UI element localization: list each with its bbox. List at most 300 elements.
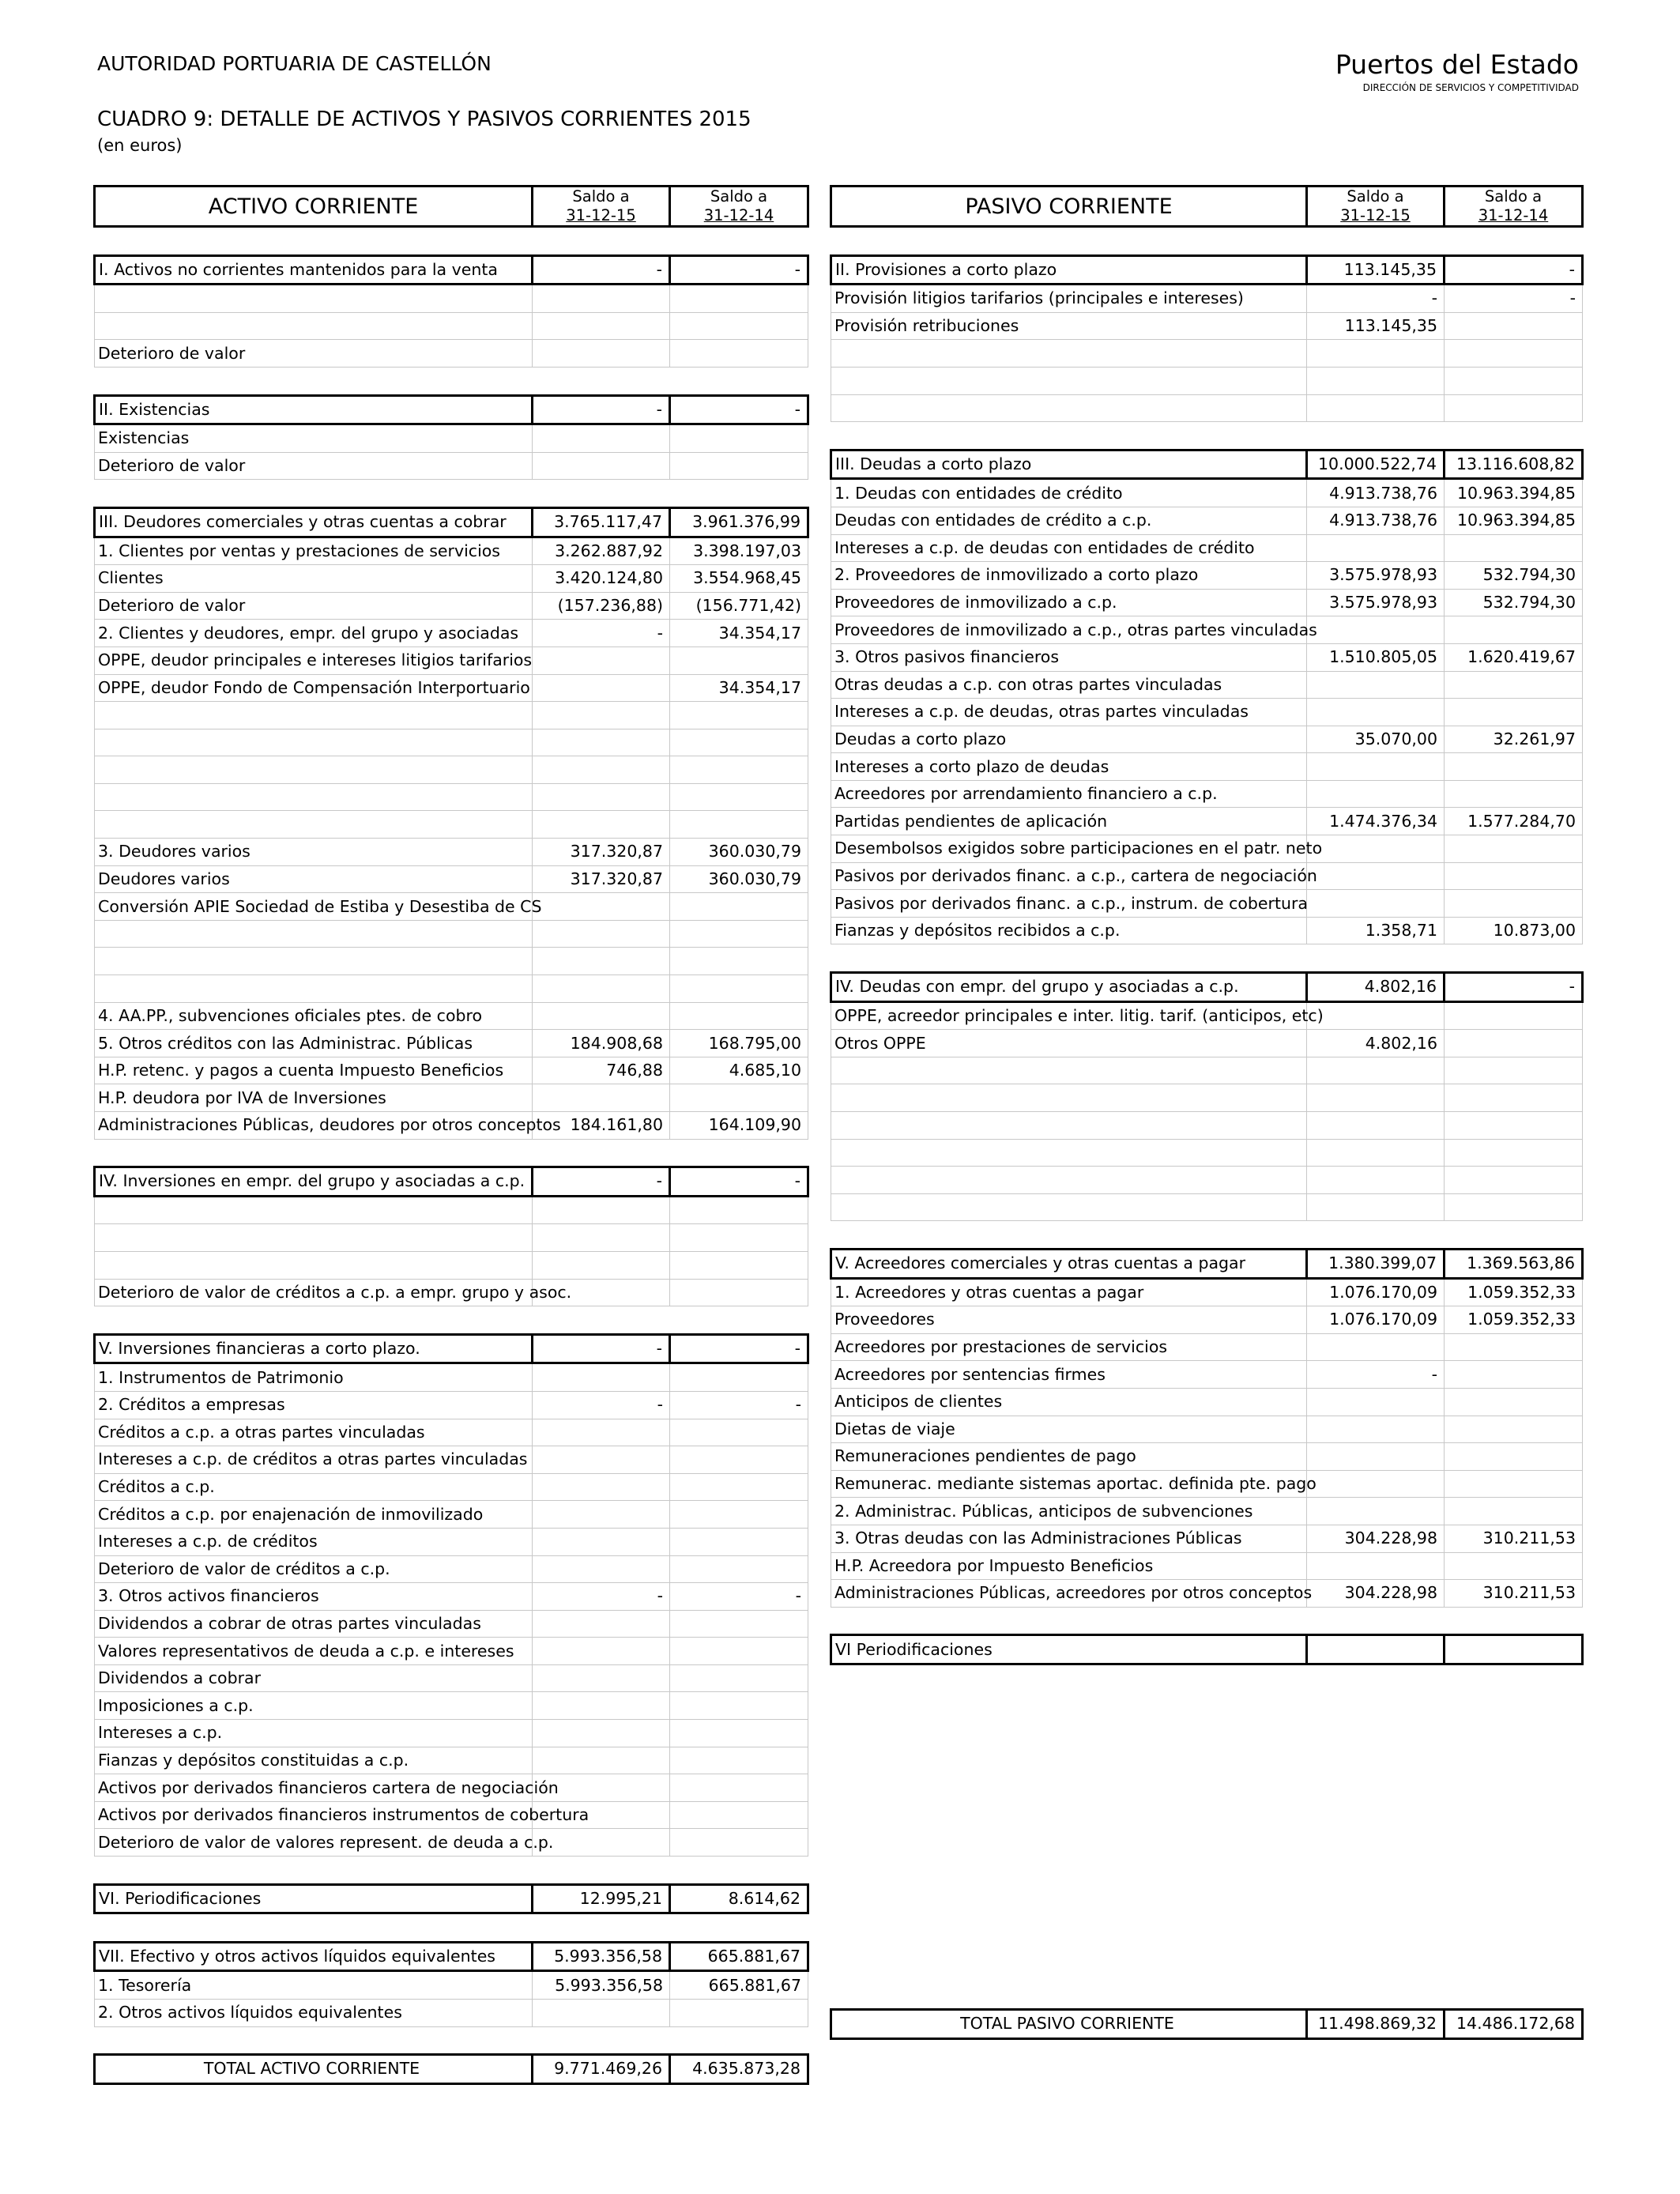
- value-2015: [1307, 1193, 1445, 1221]
- total-value-2014: 14.486.172,68: [1445, 2010, 1583, 2039]
- value-2014: [670, 1501, 808, 1529]
- logo-title: Puertos del Estado: [1335, 49, 1579, 80]
- value-2014: [1445, 1139, 1583, 1167]
- value-2015: [533, 1002, 670, 1030]
- spacer-cell: [95, 2026, 808, 2055]
- spacer-cell: [95, 1306, 808, 1335]
- value-2014: [670, 647, 808, 674]
- row-label: 5. Otros créditos con las Administrac. Públicas: [95, 1030, 533, 1057]
- value-2014: [1445, 1167, 1583, 1194]
- spacer-row: [95, 480, 808, 508]
- document-subtitle: (en euros): [97, 136, 183, 155]
- row-label: [831, 1167, 1307, 1194]
- value-2014: 665.881,67: [670, 1971, 808, 2000]
- activo-col-2014: Saldo a 31-12-14: [670, 187, 808, 227]
- spacer-cell: [95, 1913, 808, 1943]
- table-row: [95, 1473, 808, 1501]
- activo-table: [93, 228, 809, 2085]
- table-row: [831, 671, 1583, 699]
- table-row: [95, 920, 808, 948]
- row-label: Intereses a corto plazo de deudas: [831, 753, 1307, 781]
- pasivo-caption: PASIVO CORRIENTE: [831, 187, 1307, 227]
- value-2014: [1445, 394, 1583, 422]
- table-row: [831, 699, 1583, 726]
- value-2015: [533, 2000, 670, 2027]
- row-label: 1. Clientes por ventas y prestaciones de servicios: [95, 537, 533, 565]
- value-2015: 4.802,16: [1307, 1030, 1445, 1057]
- spacer-row: [831, 422, 1583, 450]
- table-row: [95, 975, 808, 1003]
- row-label: Valores representativos de deuda a c.p. e intereses: [95, 1638, 533, 1665]
- value-2015: 184.161,80: [533, 1112, 670, 1140]
- spacer-cell: [95, 228, 808, 255]
- spacer-cell: [831, 944, 1583, 973]
- section-row: [95, 507, 808, 537]
- value-2014: -: [670, 1583, 808, 1611]
- table-row: [831, 780, 1583, 808]
- value-2015: [1307, 753, 1445, 781]
- spacer-cell: [831, 228, 1583, 255]
- table-row: [831, 1388, 1583, 1416]
- section-row: [831, 450, 1583, 479]
- value-2015: [1307, 1139, 1445, 1167]
- value-2015: [533, 1196, 670, 1224]
- section-row: [95, 1942, 808, 1971]
- value-2014: [1445, 699, 1583, 726]
- value-2015: [1307, 394, 1445, 422]
- value-2014: 164.109,90: [670, 1112, 808, 1140]
- row-label: Partidas pendientes de aplicación: [831, 808, 1307, 835]
- table-row: [831, 1361, 1583, 1389]
- activo-header: [93, 185, 809, 228]
- value-2014: 10.873,00: [1445, 917, 1583, 944]
- row-label: IV. Deudas con empr. del grupo y asociadas a c.p.: [831, 973, 1307, 1002]
- value-2015: 1.510.805,05: [1307, 643, 1445, 671]
- value-2015: [533, 1224, 670, 1252]
- value-2015: -: [533, 620, 670, 647]
- value-2015: -: [533, 1334, 670, 1363]
- section-row: [95, 255, 808, 285]
- value-2015: 3.765.117,47: [533, 507, 670, 537]
- table-row: [831, 1306, 1583, 1334]
- value-2014: [1445, 1112, 1583, 1140]
- value-2014: [670, 1664, 808, 1692]
- row-label: Deterioro de valor de créditos a c.p.: [95, 1555, 533, 1583]
- value-2015: 3.575.978,93: [1307, 589, 1445, 616]
- value-2015: 1.474.376,34: [1307, 808, 1445, 835]
- value-2014: 310.211,53: [1445, 1580, 1583, 1608]
- table-row: [831, 1057, 1583, 1084]
- table-row: [95, 729, 808, 756]
- value-2015: 1.076.170,09: [1307, 1278, 1445, 1306]
- row-label: Proveedores: [831, 1306, 1307, 1334]
- table-row: [831, 643, 1583, 671]
- row-label: 2. Administrac. Públicas, anticipos de subvenciones: [831, 1498, 1307, 1525]
- row-label: IV. Inversiones en empr. del grupo y asociadas a c.p.: [95, 1167, 533, 1197]
- pasivo-col-2014: Saldo a 31-12-14: [1445, 187, 1583, 227]
- row-label: Deterioro de valor de valores represent. de deuda a c.p.: [95, 1829, 533, 1857]
- value-2014: [1445, 780, 1583, 808]
- value-2015: [533, 1638, 670, 1665]
- value-2015: 184.908,68: [533, 1030, 670, 1057]
- value-2014: [1445, 340, 1583, 368]
- table-row: [831, 753, 1583, 781]
- table-row: [95, 1363, 808, 1392]
- value-2015: -: [533, 1583, 670, 1611]
- table-row: [95, 1528, 808, 1555]
- value-2015: 304.228,98: [1307, 1525, 1445, 1552]
- row-label: Deudores varios: [95, 865, 533, 893]
- value-2015: -: [1307, 285, 1445, 313]
- table-row: [95, 1391, 808, 1419]
- value-2015: [1307, 1084, 1445, 1112]
- value-2014: [1445, 862, 1583, 890]
- table-row: [831, 589, 1583, 616]
- value-2014: 3.961.376,99: [670, 507, 808, 537]
- row-label: Anticipos de clientes: [831, 1388, 1307, 1416]
- value-2014: [670, 1555, 808, 1583]
- value-2015: 746,88: [533, 1057, 670, 1084]
- value-2014: [1445, 1084, 1583, 1112]
- row-label: [831, 1193, 1307, 1221]
- value-2014: 665.881,67: [670, 1942, 808, 1971]
- value-2015: [533, 1446, 670, 1474]
- value-2014: [1445, 1470, 1583, 1498]
- value-2014: -: [670, 395, 808, 424]
- value-2014: [1445, 534, 1583, 562]
- activo-caption: ACTIVO CORRIENTE: [95, 187, 533, 227]
- value-2014: [670, 729, 808, 756]
- total-row: [95, 2055, 808, 2084]
- row-label: [95, 1196, 533, 1224]
- table-row: [95, 811, 808, 839]
- value-2014: [1445, 1552, 1583, 1580]
- value-2014: [670, 1801, 808, 1829]
- value-2015: 3.262.887,92: [533, 537, 670, 565]
- value-2014: [670, 1747, 808, 1774]
- row-label: III. Deudores comerciales y otras cuentas a cobrar: [95, 507, 533, 537]
- value-2014: [670, 1363, 808, 1392]
- row-label: 1. Deudas con entidades de crédito: [831, 479, 1307, 507]
- value-2014: 8.614,62: [670, 1884, 808, 1913]
- value-2014: 168.795,00: [670, 1030, 808, 1057]
- row-label: Proveedores de inmovilizado a c.p.: [831, 589, 1307, 616]
- value-2014: [1445, 1388, 1583, 1416]
- value-2015: [533, 948, 670, 975]
- table-row: [95, 1279, 808, 1306]
- row-label: Fianzas y depósitos recibidos a c.p.: [831, 917, 1307, 944]
- row-label: Deudas a corto plazo: [831, 726, 1307, 753]
- value-2014: [1445, 671, 1583, 699]
- row-label: 2. Proveedores de inmovilizado a corto plazo: [831, 562, 1307, 590]
- value-2015: [533, 702, 670, 729]
- row-label: 2. Clientes y deudores, empr. del grupo y asociadas: [95, 620, 533, 647]
- row-label: 1. Instrumentos de Patrimonio: [95, 1363, 533, 1392]
- value-2014: [670, 340, 808, 368]
- row-label: Desembolsos exigidos sobre participaciones en el patr. neto: [831, 835, 1307, 863]
- table-row: [95, 285, 808, 313]
- value-2015: -: [1307, 1361, 1445, 1389]
- value-2015: [1307, 1498, 1445, 1525]
- value-2014: 34.354,17: [670, 674, 808, 702]
- value-2014: 1.620.419,67: [1445, 643, 1583, 671]
- total-row: [831, 2010, 1583, 2039]
- value-2015: 1.380.399,07: [1307, 1249, 1445, 1278]
- value-2014: 1.577.284,70: [1445, 808, 1583, 835]
- value-2015: 1.358,71: [1307, 917, 1445, 944]
- table-row: [95, 839, 808, 866]
- row-label: Activos por derivados financieros instrumentos de cobertura: [95, 1801, 533, 1829]
- row-label: I. Activos no corrientes mantenidos para la venta: [95, 255, 533, 285]
- value-2015: [533, 1610, 670, 1638]
- row-label: [831, 367, 1307, 394]
- table-row: [95, 1196, 808, 1224]
- row-label: Intereses a c.p. de créditos: [95, 1528, 533, 1555]
- value-2014: [1445, 1333, 1583, 1361]
- value-2014: 1.059.352,33: [1445, 1278, 1583, 1306]
- section-row: [95, 1334, 808, 1363]
- table-row: [831, 1443, 1583, 1471]
- table-row: [95, 620, 808, 647]
- table-row: [95, 1720, 808, 1747]
- value-2014: 32.261,97: [1445, 726, 1583, 753]
- value-2014: -: [1445, 255, 1583, 285]
- row-label: Dividendos a cobrar: [95, 1664, 533, 1692]
- value-2015: [533, 285, 670, 313]
- table-row: [831, 367, 1583, 394]
- value-2015: [533, 811, 670, 839]
- value-2014: 4.685,10: [670, 1057, 808, 1084]
- row-label: Pasivos por derivados financ. a c.p., instrum. de cobertura: [831, 890, 1307, 918]
- row-label: [95, 920, 533, 948]
- value-2015: [1307, 1057, 1445, 1084]
- table-row: [831, 1580, 1583, 1608]
- value-2014: [1445, 616, 1583, 644]
- table-row: [831, 862, 1583, 890]
- value-2014: [1445, 1635, 1583, 1664]
- value-2015: 317.320,87: [533, 839, 670, 866]
- table-row: [95, 1419, 808, 1446]
- activo-col-2015: Saldo a 31-12-15: [533, 187, 670, 227]
- value-2014: 10.963.394,85: [1445, 507, 1583, 534]
- table-row: [831, 1167, 1583, 1194]
- value-2014: 13.116.608,82: [1445, 450, 1583, 479]
- value-2014: [670, 1829, 808, 1857]
- value-2014: [670, 756, 808, 784]
- row-label: [95, 702, 533, 729]
- value-2015: [533, 893, 670, 921]
- value-2014: [670, 783, 808, 811]
- spacer-row: [831, 228, 1583, 255]
- section-row: [95, 1167, 808, 1197]
- value-2014: [670, 1720, 808, 1747]
- value-2015: [533, 647, 670, 674]
- value-2014: [670, 975, 808, 1003]
- table-row: [95, 424, 808, 453]
- value-2014: [670, 948, 808, 975]
- value-2015: 304.228,98: [1307, 1580, 1445, 1608]
- table-row: [95, 1801, 808, 1829]
- table-row: [95, 1971, 808, 2000]
- value-2015: 9.771.469,26: [533, 2055, 670, 2084]
- table-row: [831, 890, 1583, 918]
- table-row: [95, 537, 808, 565]
- value-2014: [1445, 1361, 1583, 1389]
- row-label: II. Existencias: [95, 395, 533, 424]
- section-row: [831, 255, 1583, 285]
- table-row: [95, 1224, 808, 1252]
- table-row: [95, 1446, 808, 1474]
- value-2014: 3.554.968,45: [670, 565, 808, 593]
- row-label: Deterioro de valor de créditos a c.p. a empr. grupo y asoc.: [95, 1279, 533, 1306]
- value-2015: [533, 1720, 670, 1747]
- value-2015: [533, 312, 670, 340]
- table-row: [95, 452, 808, 480]
- value-2014: [670, 1196, 808, 1224]
- row-label: OPPE, deudor Fondo de Compensación Interportuario: [95, 674, 533, 702]
- row-label: Provisión retribuciones: [831, 312, 1307, 340]
- value-2014: -: [1445, 285, 1583, 313]
- value-2014: 532.794,30: [1445, 589, 1583, 616]
- value-2015: -: [533, 1391, 670, 1419]
- value-2015: [1307, 1416, 1445, 1443]
- value-2015: 113.145,35: [1307, 312, 1445, 340]
- table-row: [95, 565, 808, 593]
- table-row: [95, 1555, 808, 1583]
- table-row: [831, 1139, 1583, 1167]
- value-2015: [1307, 1167, 1445, 1194]
- row-label: VII. Efectivo y otros activos líquidos equivalentes: [95, 1942, 533, 1971]
- value-2014: [1445, 1416, 1583, 1443]
- value-2014: [670, 1279, 808, 1306]
- value-2015: -: [533, 1167, 670, 1197]
- table-row: [95, 1638, 808, 1665]
- value-2015: [533, 756, 670, 784]
- row-label: Conversión APIE Sociedad de Estiba y Desestiba de CS: [95, 893, 533, 921]
- value-2015: [1307, 534, 1445, 562]
- row-label: VI. Periodificaciones: [95, 1884, 533, 1913]
- row-label: 1. Tesorería: [95, 1971, 533, 2000]
- table-row: [831, 1084, 1583, 1112]
- value-2015: [533, 1473, 670, 1501]
- value-2015: 3.575.978,93: [1307, 562, 1445, 590]
- value-2014: -: [670, 1334, 808, 1363]
- row-label: Deudas con entidades de crédito a c.p.: [831, 507, 1307, 534]
- row-label: H.P. retenc. y pagos a cuenta Impuesto Beneficios: [95, 1057, 533, 1084]
- table-row: [831, 808, 1583, 835]
- row-label: Remuneraciones pendientes de pago: [831, 1443, 1307, 1471]
- row-label: 4. AA.PP., subvenciones oficiales ptes. de cobro: [95, 1002, 533, 1030]
- row-label: Deterioro de valor: [95, 592, 533, 620]
- row-label: [95, 756, 533, 784]
- value-2015: 4.913.738,76: [1307, 479, 1445, 507]
- value-2014: [670, 1419, 808, 1446]
- value-2014: 1.369.563,86: [1445, 1249, 1583, 1278]
- value-2014: 3.398.197,03: [670, 537, 808, 565]
- row-label: [95, 729, 533, 756]
- row-label: Créditos a c.p. por enajenación de inmovilizado: [95, 1501, 533, 1529]
- value-2015: [1307, 835, 1445, 863]
- row-label: Imposiciones a c.p.: [95, 1692, 533, 1720]
- row-label: [831, 340, 1307, 368]
- table-row: [831, 726, 1583, 753]
- value-2014: 4.635.873,28: [670, 2055, 808, 2084]
- value-2014: [670, 285, 808, 313]
- value-2015: [533, 1664, 670, 1692]
- value-2014: 360.030,79: [670, 865, 808, 893]
- table-row: [95, 2000, 808, 2027]
- value-2014: [670, 1610, 808, 1638]
- table-row: [95, 1112, 808, 1140]
- table-row: [95, 1774, 808, 1802]
- value-2014: [1445, 312, 1583, 340]
- row-label: Clientes: [95, 565, 533, 593]
- value-2015: 10.000.522,74: [1307, 450, 1445, 479]
- row-label: Dividendos a cobrar de otras partes vinculadas: [95, 1610, 533, 1638]
- value-2014: [670, 1084, 808, 1112]
- table-row: [95, 312, 808, 340]
- spacer-cell: [831, 1221, 1583, 1250]
- row-label: Pasivos por derivados financ. a c.p., cartera de negociación: [831, 862, 1307, 890]
- table-row: [831, 394, 1583, 422]
- value-2014: 360.030,79: [670, 839, 808, 866]
- value-2015: -: [533, 255, 670, 285]
- table-row: [831, 507, 1583, 534]
- row-label: H.P. deudora por IVA de Inversiones: [95, 1084, 533, 1112]
- row-label: Acreedores por arrendamiento financiero a c.p.: [831, 780, 1307, 808]
- value-2015: [533, 452, 670, 480]
- value-2015: [1307, 1552, 1445, 1580]
- row-label: Administraciones Públicas, deudores por otros conceptos: [95, 1112, 533, 1140]
- row-label: 3. Deudores varios: [95, 839, 533, 866]
- value-2015: [1307, 1388, 1445, 1416]
- value-2014: (156.771,42): [670, 592, 808, 620]
- row-label: 2. Créditos a empresas: [95, 1391, 533, 1419]
- row-label: V. Inversiones financieras a corto plazo.: [95, 1334, 533, 1363]
- spacer-row: [95, 1913, 808, 1943]
- row-label: Acreedores por sentencias firmes: [831, 1361, 1307, 1389]
- value-2014: [1445, 753, 1583, 781]
- value-2015: [533, 1084, 670, 1112]
- total-value-2015: 11.498.869,32: [1307, 2010, 1445, 2039]
- row-label: Remunerac. mediante sistemas aportac. definida pte. pago: [831, 1470, 1307, 1498]
- value-2014: 34.354,17: [670, 620, 808, 647]
- value-2015: [1307, 616, 1445, 644]
- value-2015: [533, 975, 670, 1003]
- table-row: [831, 1498, 1583, 1525]
- value-2014: [670, 702, 808, 729]
- row-label: Intereses a c.p.: [95, 1720, 533, 1747]
- value-2015: 3.420.124,80: [533, 565, 670, 593]
- spacer-cell: [95, 367, 808, 395]
- spacer-row: [831, 944, 1583, 973]
- value-2015: [1307, 890, 1445, 918]
- value-2015: (157.236,88): [533, 592, 670, 620]
- table-row: [831, 285, 1583, 313]
- value-2014: [670, 1638, 808, 1665]
- spacer-row: [95, 1139, 808, 1167]
- table-row: [831, 1278, 1583, 1306]
- section-row: [831, 973, 1583, 1002]
- row-label: [95, 1251, 533, 1279]
- value-2015: [533, 920, 670, 948]
- value-2014: [1445, 1030, 1583, 1057]
- value-2015: [1307, 671, 1445, 699]
- spacer-row: [95, 228, 808, 255]
- value-2014: 10.963.394,85: [1445, 479, 1583, 507]
- row-label: Intereses a c.p. de deudas, otras partes vinculadas: [831, 699, 1307, 726]
- table-row: [95, 1692, 808, 1720]
